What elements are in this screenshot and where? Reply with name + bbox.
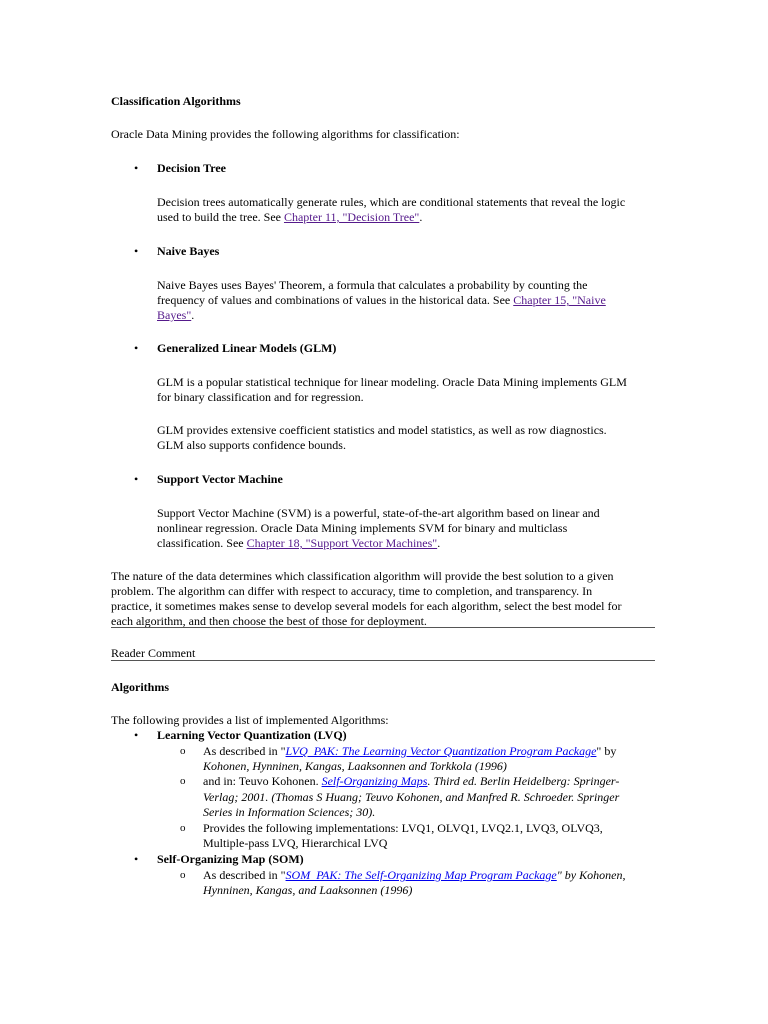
lvq-item3-line2: Multiple-pass LVQ, Hierarchical LVQ (203, 836, 388, 850)
glm-para2-line1: GLM provides extensive coefficient statistics and model statistics, as well as row diagnostics. (157, 423, 607, 437)
som-pak-link[interactable]: SOM_PAK: The Self-Organizing Map Program Package (285, 868, 557, 882)
bullet-icon: • (134, 341, 139, 355)
lvq-pak-link[interactable]: LVQ_PAK: The Learning Vector Quantization Program Package (285, 744, 597, 758)
lvq-item3-line1: Provides the following implementations: LVQ1, OLVQ1, LVQ2.1, LVQ3, OLVQ3, (203, 821, 603, 835)
svm-desc-line3: classification. See Chapter 18, "Support Vector Machines". (157, 536, 441, 550)
naive-bayes-desc-line2: frequency of values and combinations of values in the historical data. See Chapter 15, "Naive (157, 293, 606, 307)
chapter-18-link[interactable]: Chapter 18, "Support Vector Machines" (246, 536, 438, 550)
naive-bayes-desc-line1: Naive Bayes uses Bayes' Theorem, a formula that calculates a probability by counting the (157, 278, 588, 292)
algo-name-svm: Support Vector Machine (157, 472, 283, 486)
circle-bullet-icon: o (180, 869, 186, 881)
circle-bullet-icon: o (180, 745, 186, 757)
lvq-item2-line2: Verlag; 2001. (Thomas S Huang; Teuvo Kohonen, and Manfred R. Schroeder. Springer (203, 790, 620, 804)
chapter-15-link[interactable]: Chapter 15, "Naive (513, 293, 606, 307)
reader-comment-label: Reader Comment (111, 646, 196, 660)
divider-bottom (111, 660, 655, 661)
section2-intro: The following provides a list of implemented Algorithms: (111, 713, 389, 727)
glm-para1-line2: for binary classification and for regression. (157, 390, 364, 404)
circle-bullet-icon: o (180, 775, 186, 787)
naive-bayes-desc-line3: Bayes". (157, 308, 195, 322)
bullet-icon: • (134, 161, 139, 175)
lvq-item1-line2: Kohonen, Hynninen, Kangas, Laaksonnen and Torkkola (1996) (203, 759, 507, 773)
nature-line4: each algorithm, and then choose the best of those for deployment. (111, 614, 427, 628)
intro-text: Oracle Data Mining provides the following algorithms for classification: (111, 127, 460, 141)
algo-name-lvq: Learning Vector Quantization (LVQ) (157, 728, 347, 742)
circle-bullet-icon: o (180, 822, 186, 834)
nature-line2: problem. The algorithm can differ with respect to accuracy, time to completion, and transparency. In (111, 584, 593, 598)
divider-top (111, 627, 655, 628)
glm-para1-line1: GLM is a popular statistical technique for linear modeling. Oracle Data Mining implements GLM (157, 375, 627, 389)
decision-tree-desc-line1: Decision trees automatically generate rules, which are conditional statements that reveal the logic (157, 195, 626, 209)
nature-line3: practice, it sometimes makes sense to develop several models for each algorithm, select the best model for (111, 599, 622, 613)
glm-para2-line2: GLM also supports confidence bounds. (157, 438, 346, 452)
svm-desc-line2: nonlinear regression. Oracle Data Mining implements SVM for binary and multiclass (157, 521, 568, 535)
self-organizing-maps-link[interactable]: Self-Organizing Maps (321, 774, 428, 788)
algo-name-decision-tree: Decision Tree (157, 161, 226, 175)
chapter-11-link[interactable]: Chapter 11, "Decision Tree" (283, 210, 420, 224)
bullet-icon: • (134, 852, 139, 866)
chapter-15-link-cont[interactable]: Bayes" (157, 308, 192, 322)
algo-name-naive-bayes: Naive Bayes (157, 244, 220, 258)
lvq-item2-line1: and in: Teuvo Kohonen. Self-Organizing Maps. Third ed. Berlin Heidelberg: Springer- (203, 774, 620, 788)
bullet-icon: • (134, 728, 139, 742)
nature-line1: The nature of the data determines which classification algorithm will provide the best solution to a given (111, 569, 614, 583)
bullet-icon: • (134, 472, 139, 486)
som-item1-line1: As described in "SOM_PAK: The Self-Organizing Map Program Package" by Kohonen, (203, 868, 626, 882)
lvq-item1-line1: As described in "LVQ_PAK: The Learning Vector Quantization Program Package" by (203, 744, 617, 758)
bullet-icon: • (134, 244, 139, 258)
section-title-algorithms: Algorithms (111, 680, 169, 694)
decision-tree-desc-line2: used to build the tree. See Chapter 11, "Decision Tree". (157, 210, 423, 224)
som-item1-line2: Hynninen, Kangas, and Laaksonnen (1996) (203, 883, 413, 897)
svm-desc-line1: Support Vector Machine (SVM) is a powerful, state-of-the-art algorithm based on linear and (157, 506, 600, 520)
page-title: Classification Algorithms (111, 94, 241, 108)
algo-name-som: Self-Organizing Map (SOM) (157, 852, 304, 866)
lvq-item2-line3: Series in Information Sciences; 30). (203, 805, 376, 819)
algo-name-glm: Generalized Linear Models (GLM) (157, 341, 337, 355)
